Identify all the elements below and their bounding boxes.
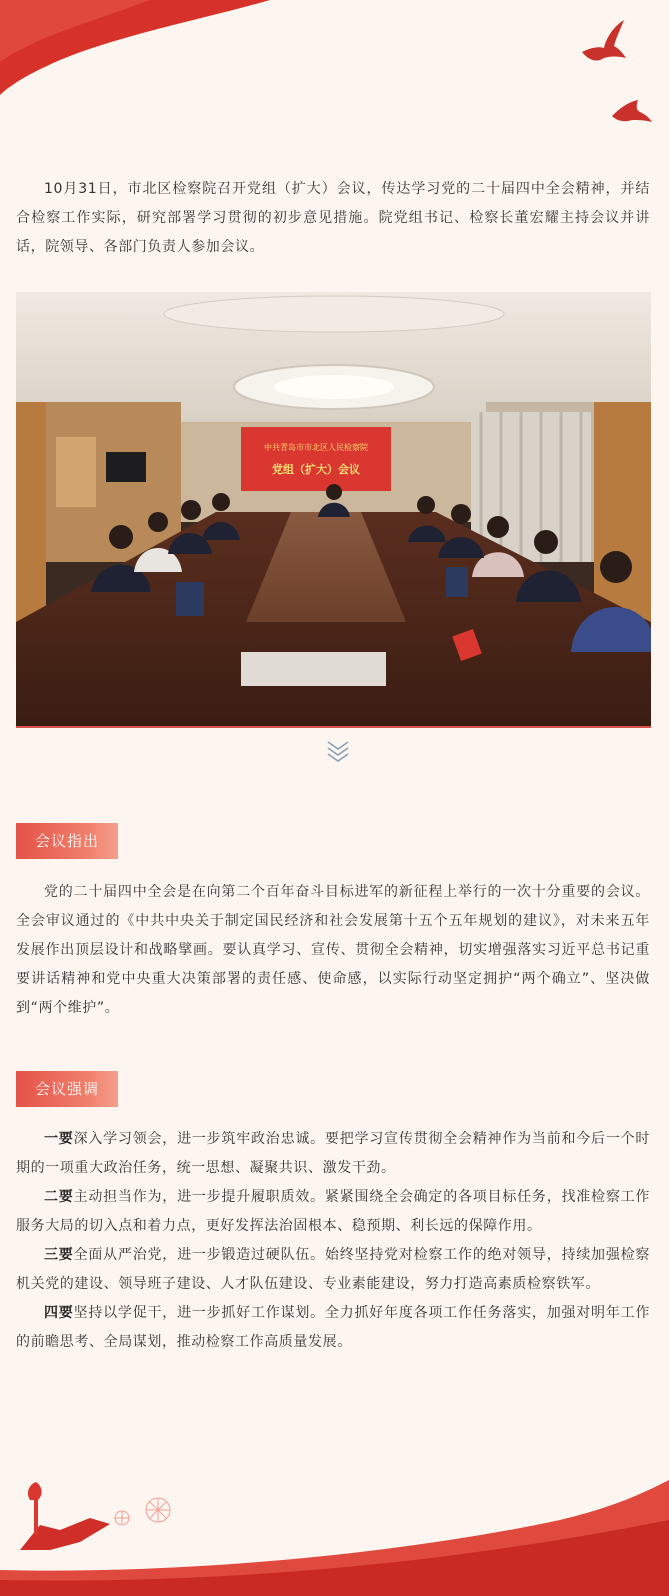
list-item [16,1241,650,1299]
item-lead: 一要 [44,1131,74,1147]
section-title-meeting-pointed-out: 会议指出 [16,823,118,859]
screen-banner-line1: 中共青岛市市北区人民检察院 [264,443,368,452]
list-item [16,1125,650,1183]
section1-paragraph: 党的二十届四中全会是在向第二个百年奋斗目标进军的新征程上举行的一次十分重要的会议。全会审议通过的《中共中央关于制定国民经济和社会发展第十五个五年规划的建议》，对未来五年发展作出顶层设计和战略擘画。要认真学习、宣传、贯彻全会精神，切实增强落实习近平总书记重要讲话精神和党中央重大决策部署的责任感、使命感，以实际行动坚定拥护“两个确立”、坚决做到“两个维护”。 [16,884,650,1016]
item-lead: 二要 [44,1189,74,1205]
section-title-meeting-emphasized: 会议强调 [16,1071,118,1107]
dove-icon [612,96,652,126]
item-text: 坚持以学促干，进一步抓好工作谋划。全力抓好年度各项工作任务落实，加强对明年工作的前瞻思考、全局谋划，推动检察工作高质量发展。 [16,1305,650,1350]
bottom-red-decoration [0,1480,669,1596]
screen-banner-line2: 党组（扩大）会议 [272,463,360,476]
item-lead: 四要 [44,1305,74,1321]
intro-paragraph: 10月31日，市北区检察院召开党组（扩大）会议，传达学习党的二十届四中全会精神，并结合检察工作实际，研究部署学习贯彻的初步意见措施。院党组书记、检察长董宏耀主持会议并讲话，院领导、各部门负责人参加会议。 [16,181,650,255]
list-item [16,1299,650,1357]
item-text: 主动担当作为，进一步提升履职质效。紧紧围绕全会确定的各项目标任务，找准检察工作服务大局的切入点和着力点，更好发挥法治固根本、稳预期、利长远的保障作用。 [16,1189,650,1234]
top-red-wave [0,0,669,110]
double-chevron-down-icon [326,738,350,764]
meeting-photo [16,292,651,728]
emphasis-list [16,1125,650,1357]
item-lead: 三要 [44,1247,74,1263]
list-item [16,1183,650,1241]
item-text: 深入学习领会，进一步筑牢政治忠诚。要把学习宣传贯彻全会精神作为当前和今后一个时期的一项重大政治任务，统一思想、凝聚共识、激发干劲。 [16,1131,650,1176]
dove-icon [580,18,628,66]
great-hall-icon [20,1482,110,1550]
item-text: 全面从严治党，进一步锻造过硬队伍。始终坚持党对检察工作的绝对领导，持续加强检察机关党的建设、领导班子建设、人才队伍建设、专业素能建设，努力打造高素质检察铁军。 [16,1247,650,1292]
